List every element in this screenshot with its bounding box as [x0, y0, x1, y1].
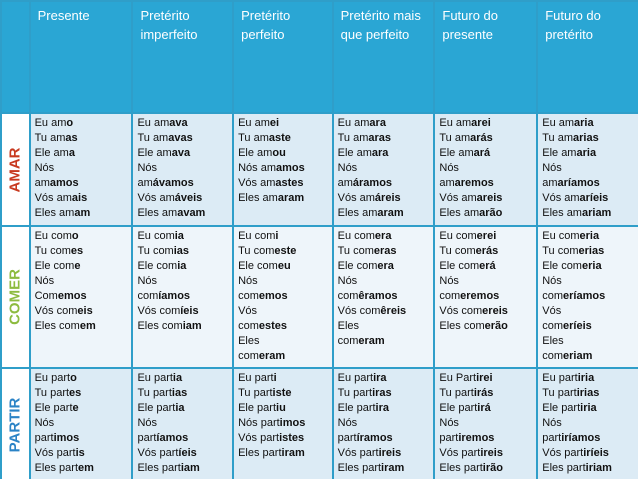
verb-ending: arão	[479, 207, 503, 219]
verb-ending: ias	[171, 387, 188, 399]
conjugation-line: Ele amaria	[542, 147, 597, 159]
verb-ending: iu	[276, 402, 286, 414]
verb-ending: iria	[580, 402, 597, 414]
verb-ending: emos	[258, 290, 288, 302]
verb-ending: eras	[373, 245, 397, 257]
verb-row-partir	[2, 369, 638, 479]
verb-ending: áramos	[352, 177, 393, 189]
conjugation-cell	[538, 369, 638, 479]
header-label: Presente	[37, 8, 90, 23]
verb-ending: eremos	[460, 290, 500, 302]
verb-ending: ariam	[581, 207, 612, 219]
conjugation-line: Ele parte	[34, 402, 79, 414]
conjugation-line: Vós comíeis	[137, 305, 199, 317]
verb-ending: eis	[77, 305, 93, 317]
conjugation-line: Nós	[337, 162, 358, 174]
verb-ending: as	[65, 132, 78, 144]
conjugation-line: Eu comera	[337, 230, 392, 242]
verb-ending: is	[75, 447, 85, 459]
verb-ending: ávamos	[152, 177, 194, 189]
conjugation-line: Vós partistes	[238, 432, 305, 444]
conjugation-line: Tu amas	[34, 132, 78, 144]
verb-ending: ara	[371, 147, 389, 159]
verb-ending: irá	[477, 402, 491, 414]
conjugation-line: Eles partiam	[137, 462, 200, 474]
conjugation-line: Nós	[439, 275, 459, 287]
header-label: Pretérito imperfeito	[140, 8, 198, 42]
header-row	[2, 2, 638, 112]
conjugation-line: Vós comereis	[439, 305, 508, 317]
verb-ending: eram	[258, 350, 286, 362]
conjugation-line: Nós	[542, 417, 562, 429]
verb-ending: ara	[369, 117, 386, 129]
conjugation-line: Vós partireis	[439, 447, 503, 459]
conjugation-line: Tu amaste	[238, 132, 291, 144]
conjugation-line: Ele partia	[137, 402, 185, 414]
header-futuro-preterito	[538, 2, 638, 112]
conjugation-line: comeríeis	[542, 320, 592, 332]
conjugation-line: Nós	[542, 275, 562, 287]
conjugation-line: Ele come	[34, 260, 81, 272]
conjugation-line: amamos	[34, 177, 79, 189]
verb-ending: irão	[482, 462, 503, 474]
conjugation-cell	[234, 114, 332, 225]
verb-ending: eria	[581, 260, 602, 272]
conjugation-line: Tu partirás	[439, 387, 494, 399]
verb-ending: íeis	[178, 447, 197, 459]
verb-ending: am	[74, 207, 91, 219]
conjugation-cell	[31, 227, 132, 367]
conjugation-cell	[234, 227, 332, 367]
verb-ending: ira	[375, 402, 390, 414]
verb-label: COMER	[6, 269, 24, 325]
conjugation-line: Eu partiria	[542, 372, 595, 384]
verb-ending: e	[74, 260, 81, 272]
verb-ending: íamos	[156, 432, 189, 444]
conjugation-line: Vós	[542, 305, 562, 317]
verb-ending: erias	[578, 245, 605, 257]
conjugation-line: Eles amaram	[337, 207, 404, 219]
verb-ending: amos	[276, 162, 305, 174]
verb-ending: e	[72, 402, 79, 414]
verb-ending: aremos	[454, 177, 494, 189]
verb-ending: estes	[258, 320, 288, 332]
verb-ending: iram	[281, 447, 305, 459]
verb-ending: eriam	[563, 350, 593, 362]
verb-ending: ireis	[480, 447, 503, 459]
conjugation-line: Ele amara	[337, 147, 389, 159]
verb-ending: imos	[279, 417, 306, 429]
verb-ending: eria	[579, 230, 600, 242]
verb-ending: iremos	[458, 432, 495, 444]
verb-ending: iria	[577, 372, 595, 384]
header-futuro-presente	[435, 2, 536, 112]
conjugation-line: Eles amarão	[439, 207, 503, 219]
conjugation-line: Nós	[439, 162, 459, 174]
verb-ending: ava	[171, 147, 191, 159]
verb-ending: aras	[368, 132, 392, 144]
verb-ending: imos	[53, 432, 80, 444]
conjugation-line: Nós	[137, 417, 158, 429]
conjugation-line: Eu partira	[337, 372, 387, 384]
verb-ending: es	[69, 387, 82, 399]
conjugation-line: Ele comeu	[238, 260, 291, 272]
verb-ending: era	[374, 230, 392, 242]
conjugation-line: Eu como	[34, 230, 79, 242]
verb-ending: aram	[377, 207, 404, 219]
conjugation-line: Ele amava	[137, 147, 191, 159]
conjugation-line: Eles amariam	[542, 207, 612, 219]
verb-ending: eríeis	[563, 320, 592, 332]
conjugation-line: comemos	[238, 290, 288, 302]
conjugation-line: Vós comeis	[34, 305, 93, 317]
verb-ending: i	[275, 230, 279, 242]
conjugation-line: Vós partireis	[337, 447, 402, 459]
verb-ending: iste	[272, 387, 292, 399]
conjugation-line: Tu amaras	[337, 132, 392, 144]
conjugation-line: Tu comeste	[238, 245, 297, 257]
verb-ending: irias	[576, 387, 600, 399]
corner-cell	[2, 2, 29, 112]
conjugation-line: Eles comerão	[439, 320, 508, 332]
verb-label: PARTIR	[6, 397, 24, 452]
conjugation-cell	[435, 227, 536, 367]
conjugation-line: partimos	[34, 432, 80, 444]
verb-ending: areis	[476, 192, 503, 204]
conjugation-line: Ele amará	[439, 147, 491, 159]
conjugation-line: Ele comera	[337, 260, 394, 272]
conjugation-line: Tu partiste	[238, 387, 292, 399]
header-label: Futuro do presente	[442, 8, 499, 42]
verb-ending: arias	[573, 132, 599, 144]
conjugation-line: partíramos	[337, 432, 393, 444]
verb-ending: iam	[180, 462, 200, 474]
verb-ending: avas	[168, 132, 193, 144]
conjugation-line: Eu amara	[337, 117, 386, 129]
verb-ending: ava	[169, 117, 188, 129]
verb-ending: ira	[373, 372, 387, 384]
conjugation-line: Eles comem	[34, 320, 96, 332]
conjugation-line: Ele comeria	[542, 260, 602, 272]
conjugation-line: Eu comia	[137, 230, 184, 242]
verb-ending: ei	[269, 117, 280, 129]
verb-ending: ará	[473, 147, 491, 159]
conjugation-line: partíamos	[137, 432, 189, 444]
verb-ending: iam	[182, 320, 202, 332]
verb-ending: iríeis	[583, 447, 609, 459]
conjugation-line: Nós	[137, 275, 158, 287]
verb-ending: êreis	[380, 305, 407, 317]
verb-ending: ireis	[378, 447, 402, 459]
verb-ending: íramos	[356, 432, 393, 444]
verb-ending: emos	[57, 290, 87, 302]
verb-label-cell	[2, 227, 29, 367]
verb-ending: o	[66, 117, 74, 129]
conjugation-line: Nós	[542, 162, 562, 174]
conjugation-line: comeriam	[542, 350, 593, 362]
conjugation-line: amáramos	[337, 177, 393, 189]
verb-ending: aste	[268, 132, 291, 144]
verb-label: AMAR	[6, 147, 24, 192]
conjugation-cell	[435, 114, 536, 225]
conjugation-line: Tu comerias	[542, 245, 605, 257]
conjugation-cell	[31, 114, 132, 225]
header-label: Pretérito mais que perfeito	[340, 8, 421, 42]
conjugation-cell	[234, 369, 332, 479]
conjugation-line: Eles partem	[34, 462, 94, 474]
conjugation-line: Eles amavam	[137, 207, 206, 219]
conjugation-line: Tu amarás	[439, 132, 493, 144]
verb-ending: o	[71, 230, 79, 242]
conjugation-cell	[31, 369, 132, 479]
conjugation-line: Nós	[34, 417, 55, 429]
conjugation-line: comeríamos	[542, 290, 606, 302]
verb-ending: áveis	[174, 192, 203, 204]
conjugation-line: Eu amarei	[439, 117, 491, 129]
conjugation-line: Eu parti	[238, 372, 277, 384]
header-presente	[31, 2, 132, 112]
verb-ending: erei	[476, 230, 497, 242]
conjugation-cell	[133, 369, 232, 479]
conjugation-line: Vós amaríeis	[542, 192, 609, 204]
verb-ending: istes	[279, 432, 305, 444]
conjugation-line: partiremos	[439, 432, 495, 444]
conjugation-line: Eu amava	[137, 117, 188, 129]
conjugation-line: Ele partira	[337, 402, 390, 414]
conjugation-line: amaríamos	[542, 177, 600, 189]
verb-ending: êramos	[358, 290, 398, 302]
verb-ending: i	[273, 372, 277, 384]
conjugation-line: Nós	[137, 162, 158, 174]
conjugation-line: Nós partimos	[238, 417, 306, 429]
verb-ending: arás	[470, 132, 493, 144]
conjugation-line: Comemos	[34, 290, 87, 302]
verb-ending: aríeis	[579, 192, 609, 204]
verb-ending: ias	[173, 245, 190, 257]
conjugation-line: Nós amamos	[238, 162, 305, 174]
conjugation-line: Ele partiu	[238, 402, 286, 414]
conjugation-line: Tu partiras	[337, 387, 392, 399]
verb-ending: eram	[358, 335, 385, 347]
conjugation-line: Ele comerá	[439, 260, 496, 272]
verb-ending: íeis	[180, 305, 199, 317]
conjugation-line: Eu Partirei	[439, 372, 493, 384]
conjugation-line: Vós amareis	[439, 192, 503, 204]
conjugation-line: comeram	[337, 335, 385, 347]
verb-ending: iras	[372, 387, 392, 399]
verb-label-cell	[2, 114, 29, 225]
verb-ending: amos	[49, 177, 79, 189]
conjugation-line: Ele amou	[238, 147, 286, 159]
verb-ending: aria	[576, 147, 597, 159]
verb-ending: ia	[172, 372, 183, 384]
conjugation-line: Vós partíeis	[137, 447, 197, 459]
conjugation-line: comeram	[238, 350, 286, 362]
conjugation-line: Eu comerei	[439, 230, 497, 242]
conjugation-cell	[133, 227, 232, 367]
conjugation-line: Tu comes	[34, 245, 84, 257]
conjugation-line: Eles partiram	[337, 462, 405, 474]
conjugation-line: Eles comiam	[137, 320, 202, 332]
conjugation-line: Tu amavas	[137, 132, 193, 144]
verb-ending: erás	[475, 245, 499, 257]
conjugation-line: Eles	[238, 335, 260, 347]
verb-ending: o	[70, 372, 77, 384]
conjugation-line: Tu amarias	[542, 132, 599, 144]
conjugation-line: Vós amáreis	[337, 192, 401, 204]
conjugation-line: Vós partis	[34, 447, 85, 459]
conjugation-cell	[334, 227, 434, 367]
conjugation-line: Tu partirias	[542, 387, 600, 399]
verb-ending: íamos	[158, 290, 191, 302]
conjugation-line: Vós amastes	[238, 177, 304, 189]
conjugation-line: Tu partes	[34, 387, 82, 399]
conjugation-line: Eu comeria	[542, 230, 600, 242]
conjugation-line: comêramos	[337, 290, 398, 302]
conjugation-line: Ele partiria	[542, 402, 597, 414]
verb-ending: este	[274, 245, 297, 257]
conjugation-line: Eu partia	[137, 372, 183, 384]
conjugation-line: comíamos	[137, 290, 191, 302]
conjugation-line: comeremos	[439, 290, 500, 302]
conjugation-line: Nós	[238, 275, 258, 287]
conjugation-line: Eles partiriam	[542, 462, 612, 474]
conjugation-line: Tu comeras	[337, 245, 397, 257]
conjugation-line: Ele comia	[137, 260, 187, 272]
verb-ending: em	[79, 320, 96, 332]
conjugation-line: Eu amaria	[542, 117, 594, 129]
header-label: Futuro do pretérito	[545, 8, 601, 42]
verb-ending: avam	[177, 207, 206, 219]
conjugation-line: Ele ama	[34, 147, 75, 159]
conjugation-cell	[435, 369, 536, 479]
conjugation-line: Tu comias	[137, 245, 190, 257]
verb-label-cell	[2, 369, 29, 479]
verb-ending: erá	[479, 260, 496, 272]
conjugation-line: Eles amam	[34, 207, 91, 219]
verb-ending: era	[377, 260, 394, 272]
header-mais-que-perfeito	[334, 2, 434, 112]
verb-ending: eu	[277, 260, 291, 272]
conjugation-line: Vós partiríeis	[542, 447, 609, 459]
conjugation-line: Nós	[337, 275, 358, 287]
verb-ending: ou	[272, 147, 286, 159]
conjugation-line: Vós amáveis	[137, 192, 203, 204]
conjugation-line: partiríamos	[542, 432, 601, 444]
verb-ending: em	[78, 462, 94, 474]
verb-row-comer	[2, 227, 638, 367]
header-label: Pretérito perfeito	[241, 8, 291, 42]
conjugation-line: Nós	[439, 417, 459, 429]
conjugation-cell	[538, 227, 638, 367]
conjugation-cell	[538, 114, 638, 225]
header-preterito-perfeito	[234, 2, 332, 112]
verb-ending: iram	[381, 462, 405, 474]
conjugation-cell	[334, 114, 434, 225]
conjugation-line: Ele partirá	[439, 402, 491, 414]
conjugation-line: Tu partias	[137, 387, 188, 399]
verb-ending: ia	[177, 260, 187, 272]
conjugation-line: Vós	[238, 305, 258, 317]
verb-ending: iríamos	[561, 432, 601, 444]
header-preterito-imperfeito	[133, 2, 232, 112]
verb-ending: arei	[471, 117, 491, 129]
conjugation-cell	[133, 114, 232, 225]
verb-ending: astes	[275, 177, 304, 189]
conjugation-line: Nós	[337, 417, 358, 429]
conjugation-line: Eu amo	[34, 117, 74, 129]
conjugation-line: Eu amei	[238, 117, 280, 129]
conjugation-cell	[334, 369, 434, 479]
verb-ending: irás	[473, 387, 494, 399]
verb-ending: aríamos	[557, 177, 600, 189]
verb-ending: aria	[574, 117, 594, 129]
conjugation-line: amaremos	[439, 177, 494, 189]
conjugation-line: comestes	[238, 320, 288, 332]
conjugation-line: Vós comêreis	[337, 305, 407, 317]
verb-ending: aram	[277, 192, 305, 204]
verb-ending: ia	[174, 230, 184, 242]
verb-ending: áreis	[374, 192, 401, 204]
conjugation-line: Eles partiram	[238, 447, 305, 459]
verb-ending: es	[70, 245, 84, 257]
conjugation-line: Eu comi	[238, 230, 279, 242]
verb-ending: ereis	[482, 305, 508, 317]
conjugation-line: Eles	[542, 335, 564, 347]
verb-ending: eríamos	[563, 290, 606, 302]
verb-row-amar	[2, 114, 638, 225]
conjugation-line: Vós amais	[34, 192, 88, 204]
verb-ending: erão	[484, 320, 508, 332]
conjugation-line: Nós	[34, 162, 55, 174]
conjugation-line: Tu comerás	[439, 245, 499, 257]
conjugation-line: Eles amaram	[238, 192, 305, 204]
verb-ending: a	[68, 147, 75, 159]
conjugation-line: amávamos	[137, 177, 194, 189]
conjugation-line: Eles	[337, 320, 360, 332]
verb-ending: ia	[175, 402, 185, 414]
verb-ending: irei	[476, 372, 493, 384]
verb-ending: iriam	[585, 462, 612, 474]
conjugation-line: Nós	[34, 275, 55, 287]
verb-ending: ais	[71, 192, 88, 204]
conjugation-line: Eles partirão	[439, 462, 503, 474]
conjugation-line: Eu parto	[34, 372, 77, 384]
